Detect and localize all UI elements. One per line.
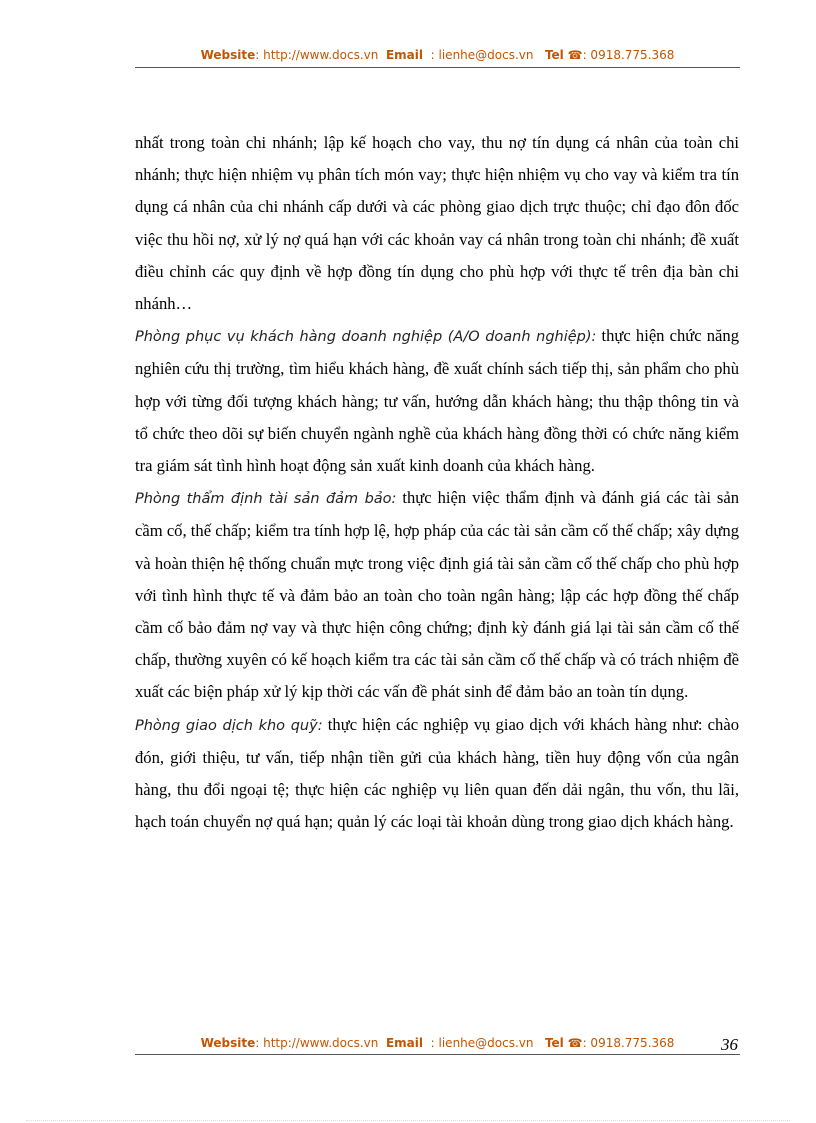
paragraph-1: [135, 127, 739, 320]
footer-rule: [135, 1054, 740, 1055]
paragraph-3-text: thực hiện việc thẩm định và đánh giá các tài sản cầm cố, thế chấp; kiểm tra tính hợp lệ, hợp pháp của các tài sản cầm cố thế chấp; xây dựng và hoàn thiện hệ thống chuẩn mực trong việc định giá tài sản cầm cố thế chấp cho phù hợp với tình hình thực tế và đảm bảo an toàn cho toàn ngân hàng; lập các hợp đồng thế chấp cầm cố bảo đảm nợ vay và thực hiện công chứng; định kỳ đánh giá lại tài sản cầm cố thế chấp, thường xuyên có kế hoạch kiểm tra các tài sản cầm cố thế chấp và có trách nhiệm đề xuất các biện pháp xử lý kịp thời các vấn đề phát sinh để đảm bảo an toàn tín dụng.: [135, 488, 739, 702]
paragraph-3-heading: Phòng thẩm định tài sản đảm bảo:: [135, 491, 397, 508]
header-email-label: Email: [385, 48, 424, 62]
footer-phone-value: : 0918.775.368: [582, 1036, 675, 1050]
paragraph-4: [135, 709, 739, 839]
header-website-label: Website: [200, 48, 256, 62]
paragraph-2: [135, 320, 739, 482]
footer-email-link[interactable]: : lienhe@docs.vn: [430, 1036, 534, 1050]
paragraph-2-text: thực hiện chức năng nghiên cứu thị trường, tìm hiểu khách hàng, đề xuất chính sách tiếp thị, sản phẩm cho phù hợp với từng đối tượng khách hàng; tư vấn, hướng dẫn khách hàng; thu thập thông tin và tổ chức theo dõi sự biến chuyển ngành nghề của khách hàng đồng thời có chức năng kiểm tra giám sát tình hình hoạt động sản xuất kinh doanh của khách hàng.: [135, 326, 739, 476]
header-phone-value: : 0918.775.368: [582, 48, 675, 62]
paragraph-1-text: nhất trong toàn chi nhánh; lập kế hoạch cho vay, thu nợ tín dụng cá nhân của toàn chi nhánh; thực hiện nhiệm vụ phân tích món vay; thực hiện nhiệm vụ cho vay và kiểm tra tín dụng cá nhân của chi nhánh cấp dưới và các phòng giao dịch trực thuộc; chỉ đạo đôn đốc việc thu hồi nợ, xử lý nợ quá hạn với các khoản vay cá nhân trong toàn chi nhánh; đề xuất điều chỉnh các quy định về hợp đồng tín dụng cho phù hợp với thực tế trên địa bàn chi nhánh…: [135, 133, 739, 314]
page-edge-dots: [26, 1120, 790, 1121]
phone-icon: ☎: [567, 1036, 583, 1050]
paragraph-4-heading: Phòng giao dịch kho quỹ:: [135, 717, 323, 734]
footer-email-label: Email: [385, 1036, 424, 1050]
header-website-link[interactable]: : http://www.docs.vn: [255, 48, 379, 62]
paragraph-2-heading: Phòng phục vụ khách hàng doanh nghiệp (A/O doanh nghiệp):: [135, 329, 597, 346]
footer-website-link[interactable]: : http://www.docs.vn: [255, 1036, 379, 1050]
header-rule: [135, 67, 740, 68]
header-email-link[interactable]: : lienhe@docs.vn: [430, 48, 534, 62]
footer-tel-label: Tel: [544, 1036, 564, 1050]
page-number: 36: [721, 1035, 738, 1054]
document-body: [135, 127, 739, 838]
paragraph-4-text: thực hiện các nghiệp vụ giao dịch với khách hàng như: chào đón, giới thiệu, tư vấn, tiếp nhận tiền gửi của khách hàng, tiền huy động vốn của ngân hàng, thu đổi ngoại tệ; thực hiện các nghiệp vụ liên quan đến dải ngân, thu vốn, thu lãi, hạch toán chuyển nợ quá hạn; quản lý các loại tài khoản dùng trong giao dịch khách hàng.: [135, 714, 740, 832]
header-tel-label: Tel: [544, 48, 564, 62]
paragraph-3: [135, 482, 739, 708]
page-footer: [135, 1036, 740, 1050]
phone-icon: ☎: [567, 48, 583, 62]
footer-website-label: Website: [200, 1036, 256, 1050]
page-header: [135, 48, 740, 62]
